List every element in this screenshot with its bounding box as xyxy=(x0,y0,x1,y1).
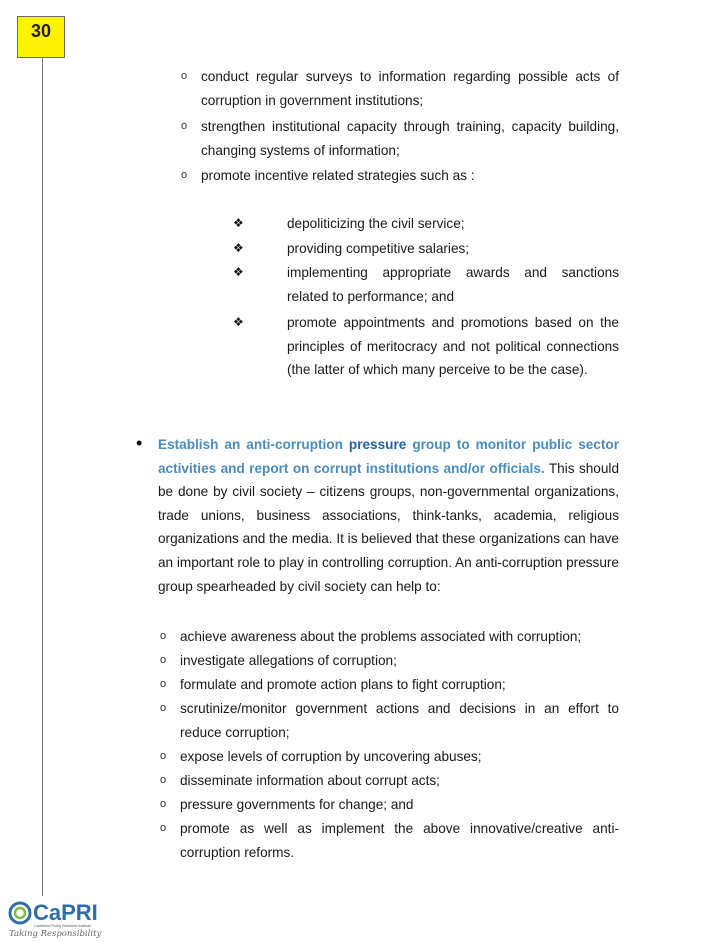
sublist-item: promote appointments and promotions based on the principles of meritocracy and not political connections (the latter of which many perceive to be the case). xyxy=(287,315,619,378)
circle-bullet-icon: o xyxy=(181,120,188,132)
diamond-bullet-icon: ❖ xyxy=(233,216,244,230)
page-number: 30 xyxy=(17,16,65,58)
circle-bullet-icon: o xyxy=(160,654,167,666)
list-item: promote as well as implement the above innovative/creative anti-corruption reforms. xyxy=(180,821,619,860)
list-item: achieve awareness about the problems associated with corruption; xyxy=(180,629,582,644)
sublist-item: depoliticizing the civil service; xyxy=(287,216,465,231)
sublist-item: providing competitive salaries; xyxy=(287,241,470,256)
logo-subtitle: Caribbean Policy Research Institute xyxy=(34,924,92,928)
logo-inner-ring-icon xyxy=(15,908,25,918)
circle-bullet-icon: o xyxy=(160,750,167,762)
logo-name: CaPRI xyxy=(33,900,98,925)
sublist-item: implementing appropriate awards and sanctions related to performance; and xyxy=(287,265,619,304)
logo-tagline: Taking Responsibility xyxy=(9,929,102,939)
circle-bullet-icon: o xyxy=(181,70,188,82)
list-item: pressure governments for change; and xyxy=(180,797,414,812)
circle-bullet-icon: o xyxy=(160,798,167,810)
list-item: strengthen institutional capacity through training, capacity building, changing systems of information; xyxy=(201,119,619,158)
list-item: promote incentive related strategies such as : xyxy=(201,168,475,183)
margin-rule xyxy=(42,58,43,896)
highlight-text: group to monitor public sector activities and report on corrupt institutions and/or officials. xyxy=(158,437,619,476)
list-item: expose levels of corruption by uncovering abuses; xyxy=(180,749,482,764)
logo-ring-icon xyxy=(10,903,30,923)
list-item: conduct regular surveys to information regarding possible acts of corruption in government institutions; xyxy=(201,69,619,108)
circle-bullet-icon: o xyxy=(160,678,167,690)
disc-bullet-icon: • xyxy=(136,433,143,453)
circle-bullet-icon: o xyxy=(160,822,167,834)
highlight-text: Establish an anti-corruption xyxy=(158,437,343,452)
diamond-bullet-icon: ❖ xyxy=(233,315,244,329)
list-item: disseminate information about corrupt acts; xyxy=(180,773,440,788)
circle-bullet-icon: o xyxy=(181,169,188,181)
list-item: scrutinize/monitor government actions and decisions in an effort to reduce corruption; xyxy=(180,701,619,740)
diamond-bullet-icon: ❖ xyxy=(233,241,244,255)
body-text: This should be done by civil society – citizens groups, non-governmental organizations, trade unions, business associations, think-tanks, academia, religious organizations and the media. It is believed that these organizations can have an important role to play in controlling corruption. An anti-corruption pressure group spearheaded by civil society can help to: xyxy=(158,460,619,594)
highlight-text: pressure xyxy=(348,437,407,452)
main-bullet-paragraph xyxy=(158,433,619,598)
list-item: investigate allegations of corruption; xyxy=(180,653,397,668)
circle-bullet-icon: o xyxy=(160,630,167,642)
circle-bullet-icon: o xyxy=(160,774,167,786)
diamond-bullet-icon: ❖ xyxy=(233,265,244,279)
list-item: formulate and promote action plans to fight corruption; xyxy=(180,677,506,692)
circle-bullet-icon: o xyxy=(160,702,167,714)
